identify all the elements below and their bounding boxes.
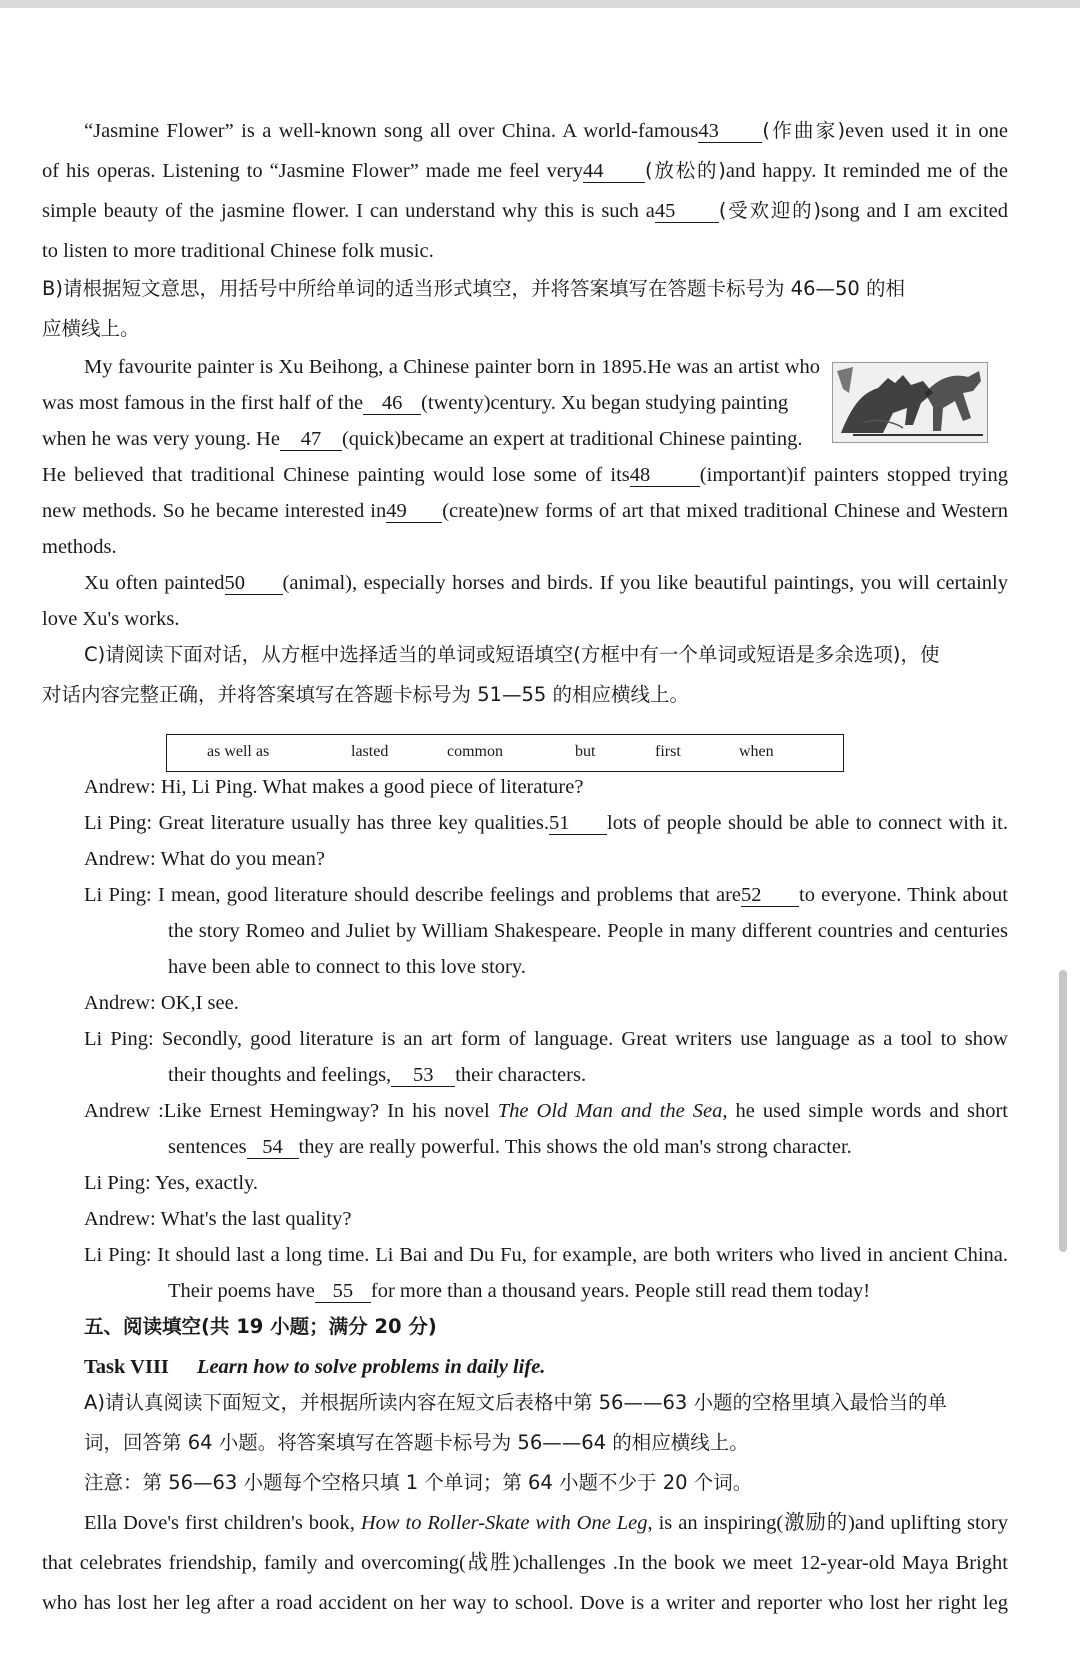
blank-55[interactable]: 55	[315, 1280, 371, 1303]
blank-53[interactable]: 53	[391, 1064, 455, 1087]
blank-48[interactable]: 48	[630, 464, 700, 487]
book-title: The Old Man and the Sea	[497, 1100, 723, 1122]
part-5-instruction-1: A)请认真阅读下面短文，并根据所读内容在短文后表格中第 56——63 小题的空格里填入最恰当的单	[84, 1391, 947, 1414]
dialogue-line-14: Li Ping: It should last a long time. Li Bai and Du Fu, for example, are both writers who lived in ancient China.	[84, 1244, 1008, 1266]
task-heading: Task VIII Learn how to solve problems in daily life.	[84, 1356, 546, 1378]
section-b-instruction-1: B)请根据短文意思，用括号中所给单词的适当形式填空，并将答案填写在答题卡标号为 46—50 的相	[42, 277, 906, 300]
section-b-line-2: was most famous in the first half of the 46 (twenty)century. Xu began studying painting	[42, 392, 789, 414]
dialogue-line-15: Their poems have 55 for more than a thousand years. People still read them today!	[168, 1280, 871, 1302]
blank-52[interactable]: 52	[741, 884, 799, 907]
paragraph-a-line-1: “Jasmine Flower” is a well-known song all over China. A world-famous43 (作曲家)even used it in one	[84, 119, 1008, 142]
blank-49[interactable]: 49	[386, 500, 442, 523]
blank-44[interactable]: 44	[583, 160, 645, 183]
blank-54[interactable]: 54	[247, 1136, 299, 1159]
dialogue-line-13: Andrew: What's the last quality?	[84, 1208, 352, 1230]
dialogue-line-9: their thoughts and feelings, 53 their characters.	[168, 1064, 587, 1086]
dialogue-line-6: have been able to connect to this love story.	[168, 956, 526, 978]
blank-45[interactable]: 45	[655, 200, 719, 223]
section-b-line-1: My favourite painter is Xu Beihong, a Chinese painter born in 1895.He was an artist who	[84, 356, 820, 378]
dialogue-line-12: Li Ping: Yes, exactly.	[84, 1172, 259, 1194]
section-b-line-3: when he was very young. He 47 (quick)became an expert at traditional Chinese painting.	[42, 428, 803, 450]
blank-43[interactable]: 43	[698, 120, 762, 143]
passage-line-2: that celebrates friendship, family and overcoming(战胜)challenges .In the book we meet 12-year-old Maya Bright	[42, 1552, 1008, 1574]
option-lasted: lasted	[351, 743, 389, 760]
option-when: when	[739, 743, 774, 760]
section-b-line-7: Xu often painted50 (animal), especially horses and birds. If you like beautiful paintings, you will certainly	[84, 572, 1008, 594]
part-5-note: 注意：第 56—63 小题每个空格只填 1 个单词；第 64 小题不少于 20 个词。	[84, 1471, 753, 1494]
option-first: first	[655, 743, 681, 760]
section-b-line-4: He believed that traditional Chinese painting would lose some of its48 (important)if painters stopped trying	[42, 464, 1008, 486]
passage-line-1: Ella Dove's first children's book, How to Roller-Skate with One Leg, is an inspiring(激励的)and uplifting story	[84, 1512, 1008, 1534]
dialogue-line-10: Andrew :Like Ernest Hemingway? In his novel The Old Man and the Sea, he used simple words and short	[84, 1100, 1009, 1122]
section-c-instruction-1: C)请阅读下面对话，从方框中选择适当的单词或短语填空(方框中有一个单词或短语是多余选项)，使	[84, 643, 940, 666]
vertical-scrollbar[interactable]	[1059, 970, 1067, 1252]
dialogue-line-2: Li Ping: Great literature usually has three key qualities.51 lots of people should be able to connect with it.	[84, 812, 1009, 834]
section-b-line-6: methods.	[42, 536, 117, 558]
dialogue-line-4: Li Ping: I mean, good literature should describe feelings and problems that are52 to everyone. Think about	[84, 884, 1008, 906]
dialogue-line-3: Andrew: What do you mean?	[84, 848, 325, 870]
blank-46[interactable]: 46	[363, 392, 421, 415]
passage-line-3: who has lost her leg after a road accident on her way to school. Dove is a writer and reporter who lost her right leg	[42, 1592, 1008, 1614]
option-but: but	[575, 743, 596, 760]
blank-50[interactable]: 50	[225, 572, 283, 595]
part-5-heading: 五、阅读填空(共 19 小题；满分 20 分)	[84, 1315, 437, 1338]
part-5-instruction-2: 词，回答第 64 小题。将答案填写在答题卡标号为 56——64 的相应横线上。	[84, 1431, 749, 1454]
paragraph-a-line-4: to listen to more traditional Chinese folk music.	[42, 240, 434, 262]
section-b-line-5: new methods. So he became interested in49 (create)new forms of art that mixed traditional Chinese and Western	[42, 500, 1008, 522]
paragraph-a-line-2: of his operas. Listening to “Jasmine Flower” made me feel very44 (放松的)and happy. It reminded me of the	[42, 159, 1008, 182]
option-as-well-as: as well as	[207, 743, 270, 760]
paragraph-a-line-3: simple beauty of the jasmine flower. I can understand why this is such a45 (受欢迎的)song and I am excited	[42, 199, 1009, 222]
dialogue-line-5: the story Romeo and Juliet by William Shakespeare. People in many different countries and centuries	[168, 920, 1008, 942]
blank-47[interactable]: 47	[280, 428, 342, 451]
blank-51[interactable]: 51	[549, 812, 607, 835]
section-b-instruction-2: 应横线上。	[42, 317, 140, 340]
top-edge-bar	[0, 0, 1080, 8]
word-options-box	[166, 734, 844, 772]
dialogue-line-11: sentences 54 they are really powerful. This shows the old man's strong character.	[168, 1136, 852, 1158]
horse-painting-icon	[833, 363, 987, 442]
section-b-line-8: love Xu's works.	[42, 608, 180, 630]
dialogue-line-7: Andrew: OK,I see.	[84, 992, 239, 1014]
option-common: common	[447, 743, 503, 760]
dialogue-line-8: Li Ping: Secondly, good literature is an art form of language. Great writers use language as a tool to show	[84, 1028, 1008, 1050]
book-title: How to Roller-Skate with One Leg	[360, 1512, 648, 1534]
horse-painting-image	[832, 362, 988, 443]
dialogue-line-1: Andrew: Hi, Li Ping. What makes a good piece of literature?	[84, 776, 584, 798]
section-c-instruction-2: 对话内容完整正确，并将答案填写在答题卡标号为 51—55 的相应横线上。	[42, 683, 690, 706]
